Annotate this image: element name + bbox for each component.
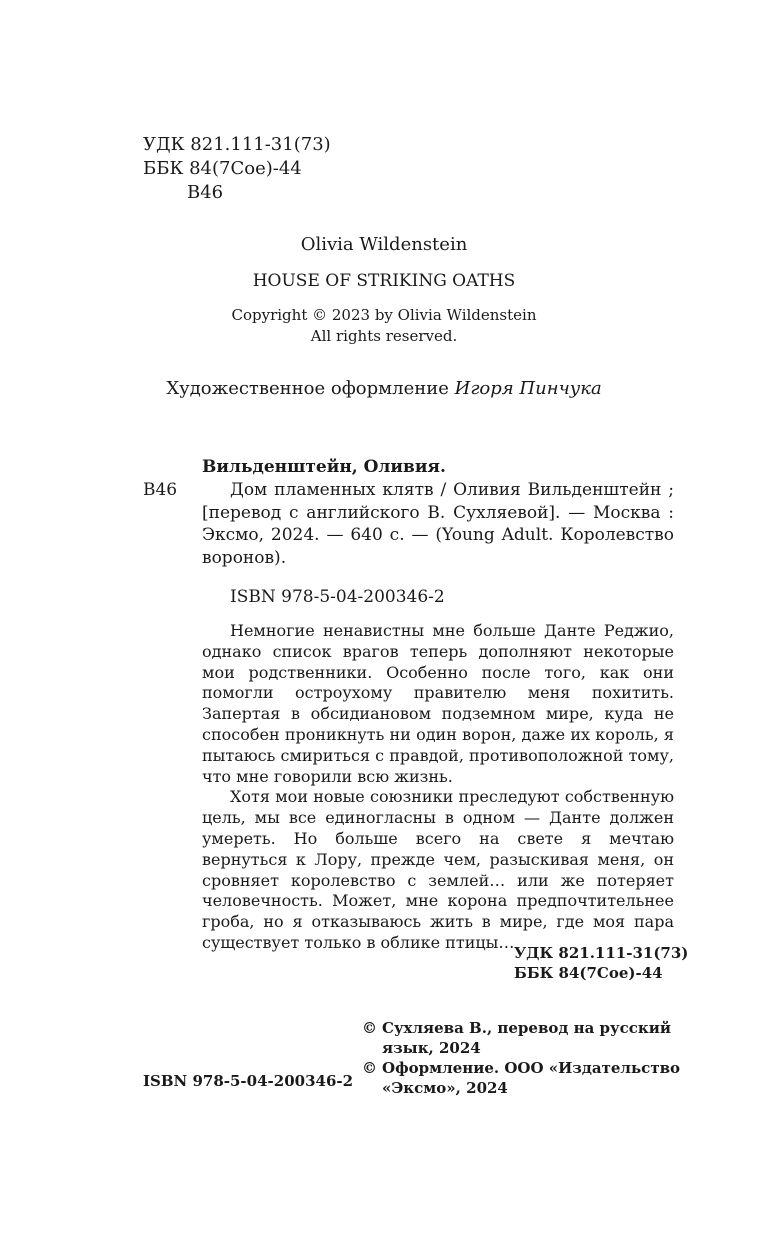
copyright-translation <box>362 1018 682 1058</box>
bbk-bottom: ББК 84(7Сое)-44 <box>514 964 663 982</box>
original-title: HOUSE OF STRIKING OATHS <box>252 271 516 291</box>
copyright-design <box>362 1058 682 1098</box>
bib-heading: Вильденштейн, Оливия. <box>202 457 446 477</box>
bib-description: Дом пламенных клятв / Оливия Вильденштейн ; [перевод с английского В. Сухляевой]. — Москва : Эксмо, 2024. — 640 с. — (Young Adult. Королевство воронов). <box>202 480 674 569</box>
original-copyright: Copyright © 2023 by Olivia Wildenstein <box>231 306 537 324</box>
illustration-prefix: Художественное оформление <box>166 378 455 399</box>
copyright-block <box>362 1018 682 1098</box>
original-author: Olivia Wildenstein <box>300 234 468 255</box>
copyright-design-text: Оформление. ООО «Издательство «Эксмо», 2024 <box>382 1059 681 1097</box>
bbk-top: ББК 84(7Сое)-44 <box>143 158 302 179</box>
copyright-mark-2: © <box>362 1059 377 1077</box>
illustration-artist: Игоря Пинчука <box>454 378 602 399</box>
bib-author-mark: В46 <box>143 480 178 500</box>
annotation <box>202 621 674 954</box>
illustration-credit <box>0 378 768 399</box>
copyright-translation-text: Сухляева В., перевод на русский язык, 2024 <box>382 1019 671 1057</box>
annotation-paragraph-1: Немногие ненавистны мне больше Данте Реджио, однако список врагов теперь дополняют некоторые мои родственники. Особенно после того, как они помогли остроухому правителю меня похитить. Запертая в обсидиановом подземном мире, куда не способен проникнуть ни один ворон, даже их король, я пытаюсь смириться с правдой, противоположной тому, что мне говорили всю жизнь. <box>202 621 674 786</box>
annotation-paragraph-2: Хотя мои новые союзники преследуют собственную цель, мы все единогласны в одном — Данте должен умереть. Но больше всего на свете я мечтаю вернуться к Лору, прежде чем, разыскивая меня, он сровняет королевство с землей… или же потеряет человечность. Может, мне корона предпочтительнее гроба, но я отказываюсь жить в мире, где моя пара существует только в облике птицы… <box>202 787 674 952</box>
udk-top: УДК 821.111-31(73) <box>143 134 331 155</box>
bib-isbn: ISBN 978-5-04-200346-2 <box>230 587 445 607</box>
footer-isbn: ISBN 978-5-04-200346-2 <box>143 1072 354 1090</box>
udk-bottom: УДК 821.111-31(73) <box>514 944 689 962</box>
author-mark-top: В46 <box>187 182 224 203</box>
original-rights: All rights reserved. <box>310 327 458 345</box>
copyright-mark-1: © <box>362 1019 377 1037</box>
